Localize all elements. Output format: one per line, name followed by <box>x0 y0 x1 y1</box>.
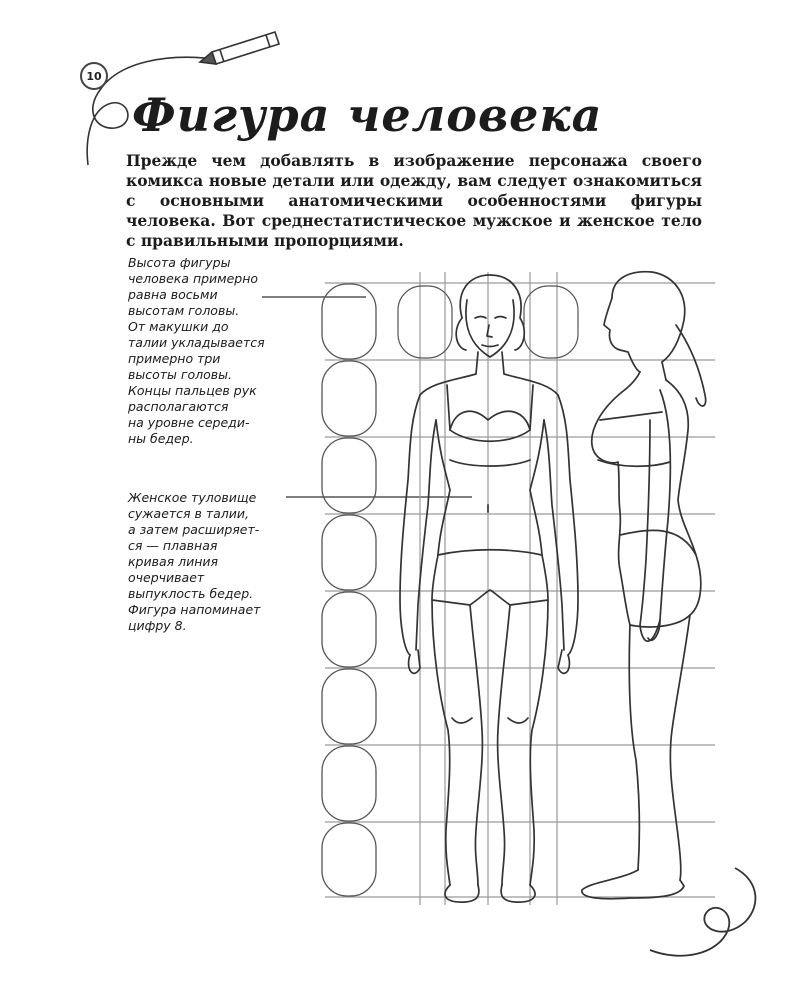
figure-side-view <box>582 272 706 899</box>
page-number: 10 <box>80 62 108 90</box>
head-units-column <box>322 284 376 896</box>
annotation-torso-shape: Женское туловище сужается в талии, а затем расширяет- ся — плавная кривая линия очерчивает выпуклость бедер. Фигура напоминает цифру 8. <box>128 490 261 633</box>
proportion-grid <box>325 272 715 905</box>
page-title: Фигура человека <box>132 88 603 142</box>
intro-paragraph: Прежде чем добавлять в изображение персонажа своего комикса новые детали или одежду, вам следует ознакомиться с основными анатомическими особенностями фигуры человека. Вот среднестатистическое мужское и женское тело с правильными пропорциями. <box>126 151 702 250</box>
figure-front-view <box>400 275 578 902</box>
annotation-head-proportions: Высота фигуры человека примерно равна восьми высотам головы. От макушки до талии укладывается примерно три высоты головы. Концы пальцев рук располагаются на уровне середи- ны бедер. <box>128 255 265 446</box>
